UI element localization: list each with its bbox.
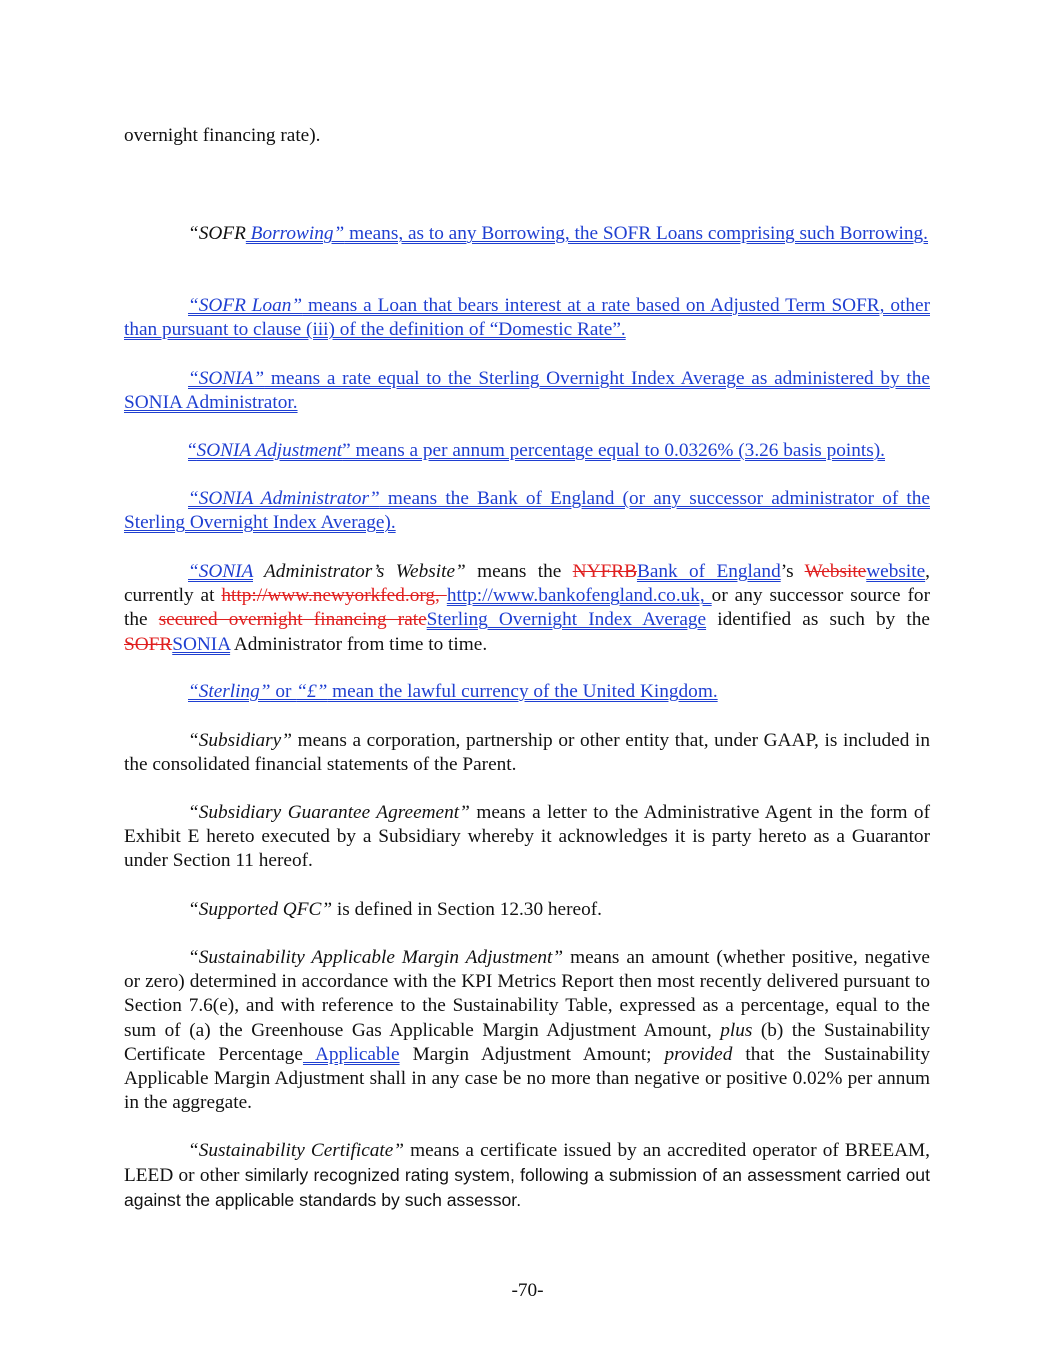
definition-sofr-borrowing [124, 222, 930, 246]
inserted-text: Applicable [302, 1043, 400, 1065]
definition-sustainability-certificate: “Sustainability Certificate” means a certificate issued by an accredited operator of BREEAM, LEED or other similarly recognized rating system, following a submission of an assessment carried out against the applicable standards by such assessor. [124, 1140, 930, 1211]
defined-term: “SONIA” [188, 368, 265, 389]
defined-term: SONIA Adjustment [196, 440, 343, 461]
inserted-text: ” means a per annum percentage equal to 0.0326% (3.26 basis points). [342, 440, 886, 461]
defined-term: “£” [296, 681, 328, 702]
inserted-text: means the Bank of England (or any successor administrator of the Sterling Overnight Index Average). [124, 488, 930, 534]
inserted-text: means a Loan that bears interest at a rate based on Adjusted Term SOFR, other than pursuant to clause (iii) of the definition of “Domestic Rate”. [124, 295, 930, 341]
defined-term: “SONIA Administrator” [188, 488, 380, 509]
definition-sustainability-applicable-margin-adjustment: “Sustainability Applicable Margin Adjustment” means an amount (whether positive, negative or zero) determined in accordance with the KPI Metrics Report then most recently delivered pursuant to Section 7.6(e), and with reference to the Sustainability Table, expressed as a percentage, equal to the sum of (a) the Greenhouse Gas Applicable Margin Adjustment Amount, plus (b) the Sustainability Certificate Percentage Applicable Margin Adjustment Amount; provided that the Sustainability Applicable Margin Adjustment shall in any case be no more than negative or positive 0.02% per annum in the aggregate. [124, 947, 930, 1114]
defined-term: “SOFR [188, 223, 246, 244]
definition-sterling: “Sterling” or “£” mean the lawful currency of the United Kingdom. [188, 681, 718, 702]
inserted-text: SONIA [172, 633, 231, 655]
inserted-text: Bank of England [636, 561, 781, 582]
definition-sonia [124, 367, 930, 415]
definition-subsidiary-guarantee-agreement: “Subsidiary Guarantee Agreement” means a letter to the Administrative Agent in the form of Exhibit E hereto executed by a Subsidiary whereby it acknowledges it is party hereto as a Guarantor under Section 11 hereof. [124, 802, 930, 872]
inserted-text: mean the lawful currency of the United Kingdom. [327, 681, 718, 702]
continuation-text: overnight financing rate). [124, 125, 321, 146]
defined-term-inserted: Borrowing” [245, 223, 345, 244]
definition-sonia-adjustment [124, 439, 930, 463]
definition-sonia-administrator [124, 487, 930, 535]
deleted-text: secured overnight financing rate [158, 609, 427, 631]
defined-term: “Subsidiary Guarantee Agreement” [188, 802, 470, 823]
inserted-text: Sterling Overnight Index Average [426, 609, 707, 631]
page-number: -70- [511, 1280, 544, 1301]
deleted-text: Website [804, 561, 867, 582]
inserted-url: http://www.bankofengland.co.uk, [446, 585, 712, 607]
defined-term: “Sustainability Applicable Margin Adjustment” [188, 947, 564, 968]
open-quote: “ [188, 440, 197, 461]
defined-term: “Sterling” [188, 681, 271, 702]
defined-term: Administrator’s Website” [253, 561, 466, 582]
defined-term: “SOFR Loan” [188, 295, 303, 316]
defined-term: “Sustainability Certificate” [188, 1140, 405, 1161]
inserted-text: means a rate equal to the Sterling Overnight Index Average as administered by the SONIA Administrator. [124, 368, 930, 414]
deleted-text: NYFRB [572, 561, 637, 582]
defined-term: “Supported QFC” [188, 899, 333, 920]
defined-term-inserted: “SONIA [188, 561, 253, 582]
definition-sofr-loan [124, 294, 930, 342]
defined-term: “Subsidiary” [188, 730, 292, 751]
deleted-url: http://www.newyorkfed.org, [221, 585, 447, 607]
definition-subsidiary: “Subsidiary” means a corporation, partnership or other entity that, under GAAP, is included in the consolidated financial statements of the Parent. [124, 730, 930, 776]
definition-sonia-administrator-website: “SONIA Administrator’s Website” means the NYFRBBank of England’s Websitewebsite, currently at http://www.newyorkfed.org, http://www.bankofengland.co.uk, or any successor source for the secured overnight financing rateSterling Overnight Index Average identified as such by the SOFRSONIA Administrator from time to time. [124, 561, 930, 655]
definition-supported-qfc: “Supported QFC” is defined in Section 12.30 hereof. [188, 899, 602, 920]
deleted-text: SOFR [124, 633, 173, 655]
inserted-text: website [866, 561, 926, 582]
inserted-text: means, as to any Borrowing, the SOFR Loans comprising such Borrowing. [344, 223, 928, 244]
